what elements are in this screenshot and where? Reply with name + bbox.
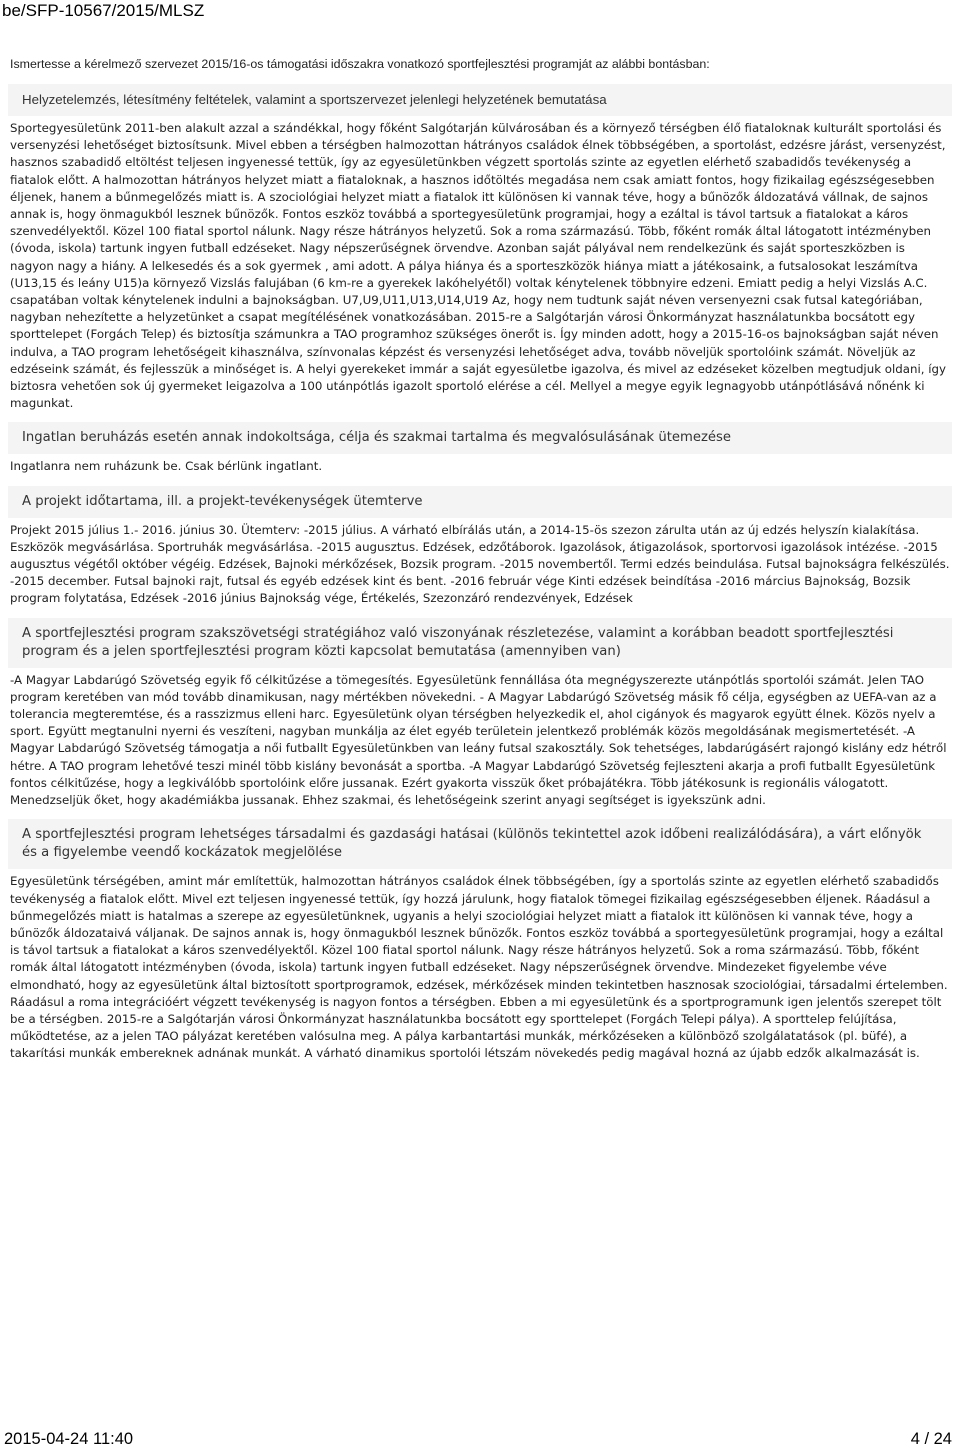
section-body-strategy: -A Magyar Labdarúgó Szövetség egyik fő célkitűzése a tömegesítés. Egyesületünk fennállása óta megnégyszerezte utánpótlás sportolói számát. Jelen TAO program keretében van mód tovább dinamikusan, nagy mértékben növekedni. - A Magyar Labdarúgó Szövetség másik fő célja, egységben az UEFA-van az a tolerancia megteremtése, és a rasszizmus elleni harc. Egyesületünk olyan térségben helyezkedik el, ahol cigányok és magyarok együtt élnek. Közös nyelv a sport. Együtt megtanulni nyerni és veszíteni, nagyban munkálja az élet egyéb területein jelentkező problémák közös megoldásának megismertetését. -A Magyar Labdarúgó Szövetség támogatja a női futballt Egyesületünkben van leány futsal szakosztály. Sok tehetséges, labdarúgásért rajongó kislány edz hétről hétre. A TAO program lehetővé teszi minél több kislány bevonását a sportba. -A Magyar Labdarúgó Szövetség fejleszteni akarja a profi futballt Egyesületünk fontos célkitűzése, hogy a legkiválóbb sportolóink előre jussanak. Ezért gyakorta visszük őket próbajátékra. Több játékosunk is regionális válogatott. Menedzseljük őket, hogy akadémiákba jussanak. Ehhez szakmai, és lehetőségeink szerint anyagi segítséget is igyekszünk adni.: [10, 672, 947, 808]
page-content: [8, 46, 952, 1063]
document-id: be/SFP-10567/2015/MLSZ: [2, 1, 205, 20]
footer-timestamp: 2015-04-24 11:40: [4, 1430, 134, 1448]
intro-text: Ismertesse a kérelmező szervezet 2015/16-os támogatási időszakra vonatkozó sportfejlesztési programját az alábbi bontásban:: [10, 57, 710, 71]
section-body-impact: Egyesületünk térségében, amint már említettük, halmozottan hátrányos családok élnek többségében, így a sportolás szinte az egyetlen elérhető szabadidős tevékenység a fiatalok előtt. Mivel ezt teljesen ingyenessé tettük, így hozzá járulunk, hogy fiatalok tömegei fizikailag egészségesebben éljenek. Ráadásul a bűnmegelőzés miatt is hatalmas a szerepe az egyesületünknek, ugyanis a helyi szociológiai helyzet miatt a fiatalok itt különösen ki vannak téve, hogy a bűnözők áldozataivá váljanak. De sajnos annak is, hogy önmagukból lesznek bűnözők. Fontos eszköz továbbá a sportegyesületünk programjai, hogy a ezáltal is távol tartsuk a fiatalokat a káros szenvedélyektől. Közel 100 fiatal sportol nálunk. Nagy része hátrányos helyzetű. Sok a roma származású. Több, főként romák által látogatott intézményben (óvoda, iskola) tartunk ingyen futball edzéseket. Nagy népszerűségnek örvendve. Mindezeket figyelembe véve elmondható, hogy az egyesületünk által biztosított sportprogramok, edzések, mérkőzések minden tekintetben hasznosak szociológiai, társadalmi értelemben. Ráadásul a roma integrációért végzett tevékenység is nagyon fontos a térségben. Ebben a mi egyesületünk és a sportprogramunk igen jelentős szerepet tölt be a térségben. 2015-re a Salgótarján városi Önkormányzat használatunkba bocsátott egy sporttelepet (Forgách Telepi pálya). A sporttelep felújítása, működtetése, az a jelen TAO pályázat keretében valósulna meg. A pálya karbantartási munkák, mérkőzéseken a különböző szolgálatatások (pl. büfé), a takarítási munkák embereknek adnának munkát. A várható dinamikus sportolói létszám növekedés pedig magával hozná az újabb edzők alkalmazását is.: [10, 874, 948, 1061]
section-body-situation: Sportegyesületünk 2011-ben alakult azzal a szándékkal, hogy főként Salgótarján külvárosában és a környező térségben élő fiataloknak kulturált sportolási és versenyzési lehetőséget biztosítsunk. Mivel ebben a térségben halmozottan hátrányos családok élnek többségében, a sportolást, edzésre járást, versenyzést, hasznos szabadidő eltöltést teljesen ingyenessé tettük, így az egyesületünkben végzett sportolás szinte az egyetlen elérhető szabadidős tevékenység a fiatalok előtt. A halmozottan hátrányos helyzet miatt a fiataloknak, a hasznos időtöltés megadása nem csak amiatt fontos, hogy fizikailag egészségesebben éljenek, hanem a bűnmegelőzés miatt is. A szociológiai helyzet miatt a fiatalok itt különösen ki vannak téve, hogy a bűnözők áldozatává vállnak, de sajnos annak is, hogy önmagukból lesznek bűnözők. Fontos eszköz továbbá a sportegyesületünk programjai, hogy a ezáltal is távol tartsuk a fiatalokat a káros szenvedélyektől. Közel 100 fiatal sportol nálunk. Nagy része hátrányos helyzetű. Sok a roma származású. Több, főként romák által látogatott intézményben (óvoda, iskola) tartunk ingyen futball edzéseket. Nagy népszerűségnek örvendve. Azonban saját pályával nem rendelkezünk és saját sporteszközben is nagyon nagy a hiány. A lelkesedés és a sok gyermek , ami adott. A pálya hiánya és a sporteszközök hiánya miatt a játékosaink, a futsalosokat leszámítva (U13,15 és leány U15)a környező Vizslás falujában (6 km-re a gyerekek lakóhelyétől) voltak kénytelenek többnyire edzeni. Emiatt pedig a helyi Vizslás A.C. csapatában voltak kénytelenek indulni a bajnokságban. U7,U9,U11,U13,U14,U19 Az, hogy nem tudtunk saját néven versenyezni csak futsal kategóriában, nagyban nehezítette a helyzetünket a csapat megítélésének vonatkozásában. 2015-re a Salgótarján városi Önkormányzat használatunkba bocsátott egy sporttelepet (Forgách Telep) és biztosítja számunkra a TAO programhoz szükséges önerőt is. Így minden adott, hogy a 2015-16-os bajnokságban saját néven indulva, a TAO program lehetőségeit kihasználva, színvonalas képzést és versenyzési lehetőséget adva, tovább növeljük sportolóink számát. Növeljük az edzéseink számát, és fejlesszük a minőséget is. A helyi gyerekeket immár a saját egyesületbe igazolva, és mivel az edzéseket közelben megtudjuk oldani, így biztosra vehetően sok új gyermeket leigazolva a 100 utánpótlás igazolt sportoló elérése a cél. Mellyel a megye egyik legnagyobb utánpótlásává nőnénk ki magunkat.: [10, 121, 946, 411]
section-body-property: Ingatlanra nem ruházunk be. Csak bérlünk ingatlant.: [10, 459, 323, 474]
section-title-impact: A sportfejlesztési program lehetséges társadalmi és gazdasági hatásai (különös tekintettel azok időbeni realizálódására), a várt előnyök és a figyelembe veendő kockázatok megjelölése: [8, 819, 952, 869]
page-footer: [0, 1430, 960, 1450]
section-title-schedule: A projekt időtartama, ill. a projekt-tevékenységek ütemterve: [8, 486, 952, 518]
section-title-property: Ingatlan beruházás esetén annak indokoltsága, célja és szakmai tartalma és megvalósulásának ütemezése: [8, 422, 952, 454]
section-title-situation: Helyzetelemzés, létesítmény feltételek, valamint a sportszervezet jelenlegi helyzetének bemutatása: [8, 84, 952, 116]
footer-page-number: 4 / 24: [910, 1430, 952, 1448]
section-title-strategy: A sportfejlesztési program szakszövetségi stratégiához való viszonyának részletezése, valamint a korábban beadott sportfejlesztési program és a jelen sportfejlesztési program közti kapcsolat bemutatása (amennyiben van): [8, 618, 952, 668]
section-body-schedule: Projekt 2015 július 1.- 2016. június 30. Ütemterv: -2015 július. A várható elbírálás után, a 2014-15-ös szezon zárulta után az új edzés helyszín kialakítása. Eszközök megvásárlása. Sportruhák megvásárlása. -2015 augusztus. Edzések, edzőtáborok. Igazolások, átigazolások, sportorvosi igazolások intézése. -2015 augusztus végétől október végéig. Edzések, Bajnoki mérkőzések, Bozsik program. -2015 novembertől. Termi edzés beindulása. Futsal bajnokságra felkészülés. -2015 december. Futsal bajnoki rajt, futsal és egyéb edzések kint és bent. -2016 február vége Kinti edzések beindítása -2016 március Bajnokság, Bozsik program folytatása, Edzések -2016 június Bajnokság vége, Értékelés, Szezonzáró rendezvények, Edzések: [10, 522, 950, 606]
